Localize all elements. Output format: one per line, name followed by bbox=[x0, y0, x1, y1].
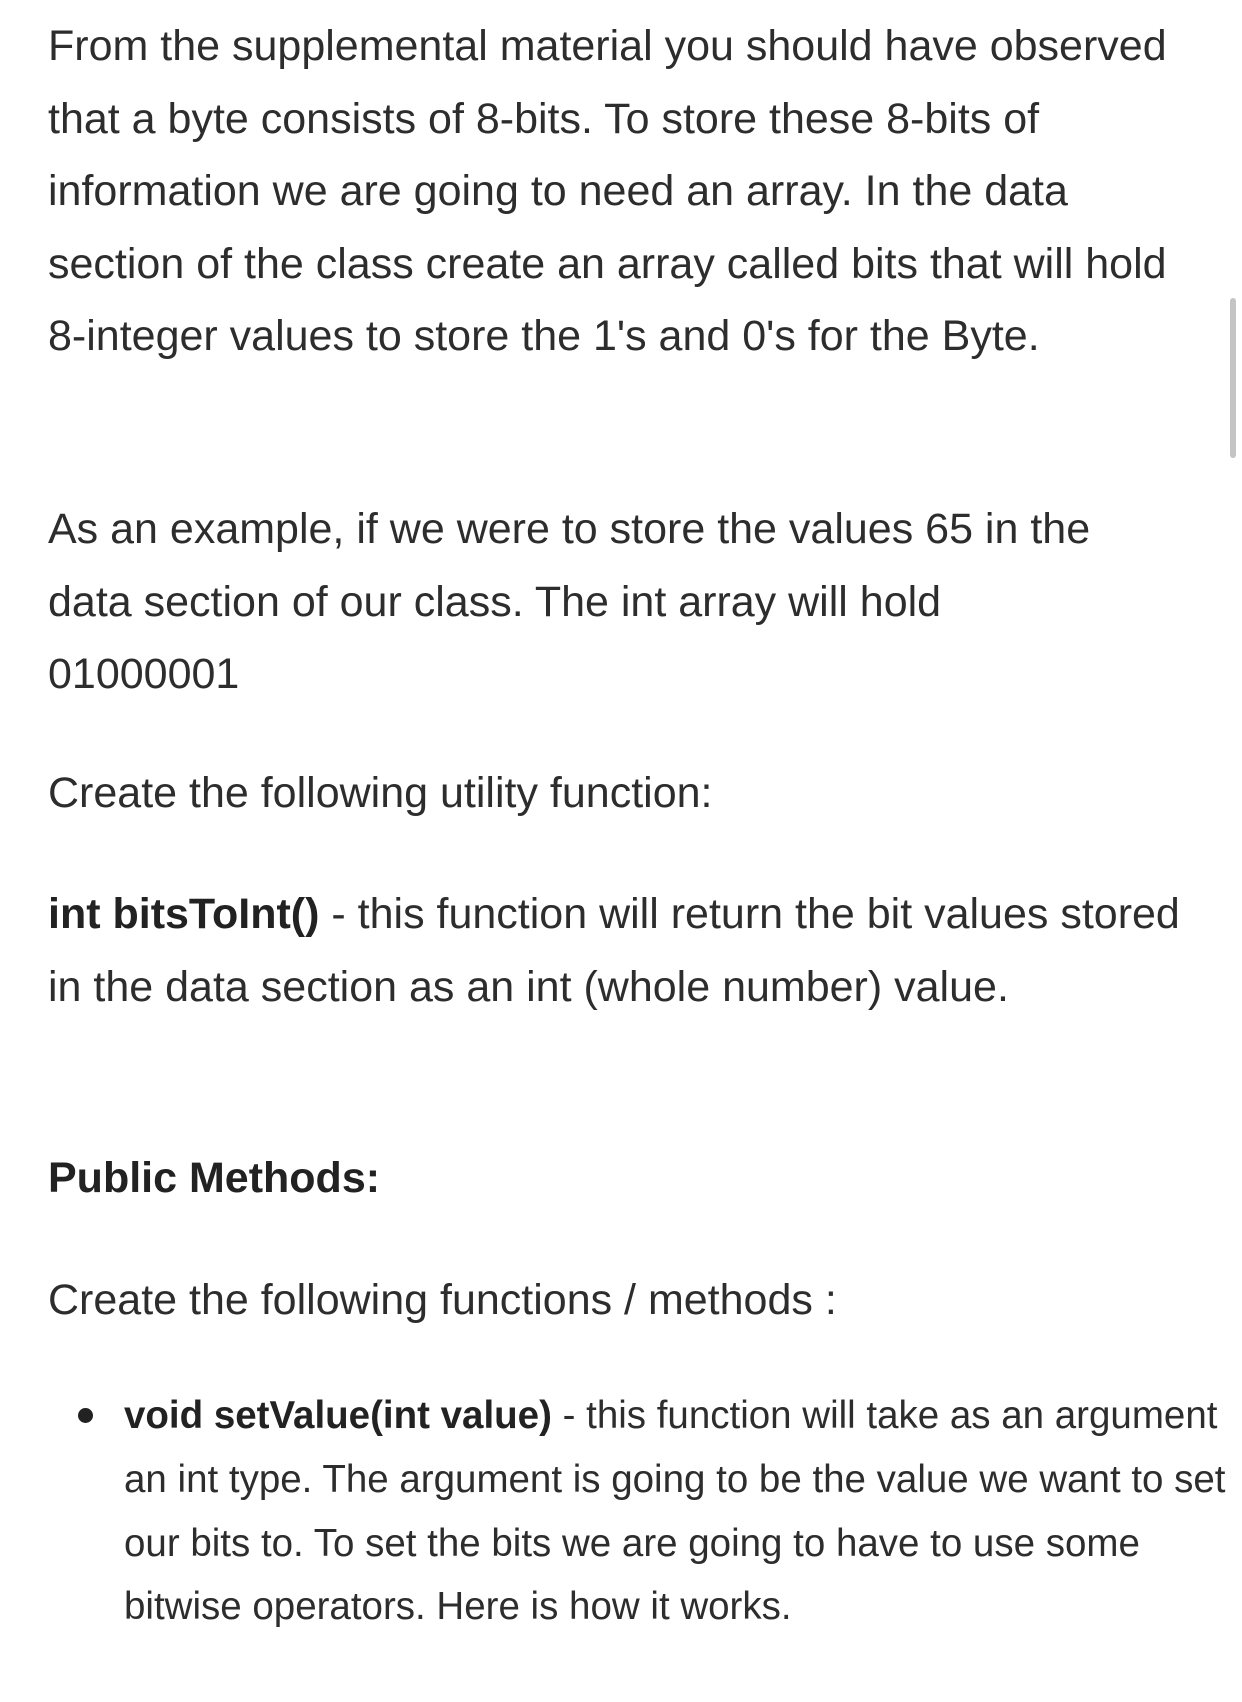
bits-to-int-description bbox=[48, 878, 1198, 1023]
bullet-icon bbox=[78, 1408, 93, 1423]
example-paragraph: As an example, if we were to store the values 65 in the data section of our class. The int array will hold 01000001 bbox=[48, 505, 1091, 698]
utility-intro: Create the following utility function: bbox=[48, 769, 713, 817]
methods-intro: Create the following functions / methods : bbox=[48, 1276, 837, 1324]
method-description: - this function will take as an argument an int type. The argument is going to be the value we want to set our bits to. To set the bits we are going to have to use some bitwise operators. Here is how it works. bbox=[124, 1394, 1226, 1629]
bits-to-int-text: - this function will return the bit values stored in the data section as an int (whole number) value. bbox=[48, 890, 1180, 1011]
list-item-set-value bbox=[124, 1384, 1242, 1639]
method-signature: void setValue(int value) bbox=[124, 1394, 552, 1437]
scrollbar[interactable] bbox=[1230, 298, 1236, 458]
intro-paragraph: From the supplemental material you should have observed that a byte consists of 8-bits. To store these 8-bits of information we are going to need an array. In the data section of the class create an array called bits that will hold 8-integer values to store the 1's and 0's for the Byte. bbox=[48, 22, 1167, 360]
methods-list bbox=[48, 1384, 1242, 1639]
bits-to-int-signature: int bitsToInt() bbox=[48, 890, 320, 938]
public-methods-heading: Public Methods: bbox=[48, 1154, 381, 1202]
